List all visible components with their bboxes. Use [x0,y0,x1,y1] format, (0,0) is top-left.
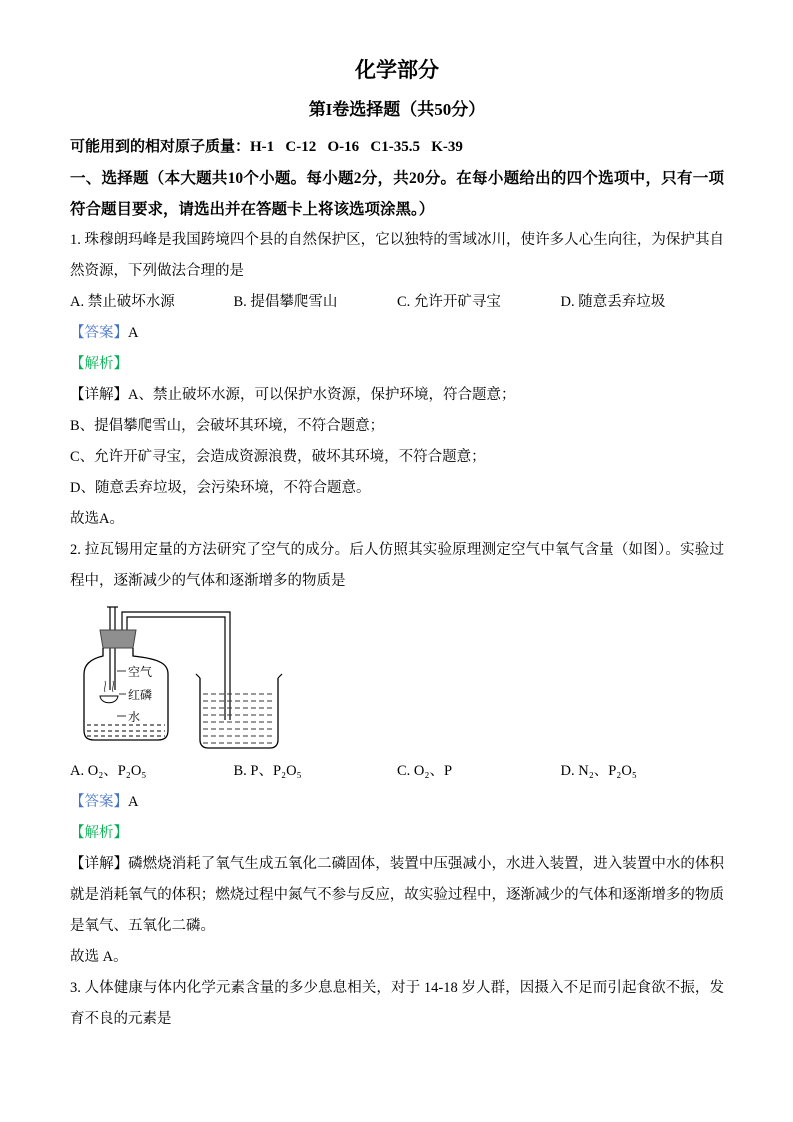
question-2 [70,535,724,973]
question-2-option-d: D. N₂、P₂O₅ [560,763,637,779]
question-2-stem: 2. 拉瓦锡用定量的方法研究了空气的成分。后人仿照其实验原理测定空气中氧气含量（如图）。实验过程中，逐渐减少的气体和逐渐增多的物质是 [70,542,724,589]
question-2-option-b: B. P、P₂O₅ [233,763,302,779]
question-1 [70,225,724,535]
analysis-label: 【解析】 [70,356,128,372]
question-1-stem: 1. 珠穆朗玛峰是我国跨境四个县的自然保护区，它以独特的雪域冰川，使许多人心生向往，为保护其自然资源，下列做法合理的是 [70,232,724,279]
question-2-options [70,756,724,787]
phosphorus-dish-icon [100,696,118,703]
question-1-option-c: C. 允许开矿寻宝 [397,294,501,310]
question-1-options [70,287,724,318]
flask-water [87,725,165,736]
question-1-explanation-line: C、允许开矿寻宝，会造成资源浪费，破坏其环境，不符合题意； [70,449,486,465]
question-2-conclusion: 故选 A。 [70,949,128,965]
diagram-label-air: 空气 [128,665,153,679]
answer-label: 【答案】 [70,794,128,810]
question-2-answer-line [70,787,724,818]
question-1-explanation-line: D、随意丢弃垃圾，会污染环境，不符合题意。 [70,480,371,496]
question-1-answer-line [70,318,724,349]
smoke-icon [104,681,113,692]
question-1-option-a: A. 禁止破坏水源 [70,294,175,310]
label-leaders [117,671,126,716]
section-title: 第I卷选择题（共50分） [308,100,486,119]
diagram-label-red-phosphorus: 红磷 [128,688,153,702]
question-1-explanation-line: B、提倡攀爬雪山，会破坏其环境，不符合题意； [70,418,385,434]
question-2-explanation: 【详解】磷燃烧消耗了氧气生成五氧化二磷固体，装置中压强减小，水进入装置，进入装置中水的体积就是消耗氧气的体积；燃烧过程中氮气不参与反应，故实验过程中，逐渐减少的气体和逐渐增多的物质是氧气、五氧化二磷。 [70,856,724,934]
question-2-analysis-line [70,818,724,849]
beaker-icon [200,678,278,748]
atomic-mass-note: 可能用到的相对原子质量：H-1 C-12 O-16 C1-35.5 K-39 [70,139,463,155]
diagram-label-water: 水 [128,710,141,724]
answer-label: 【答案】 [70,325,128,341]
question-3-stem: 3. 人体健康与体内化学元素含量的多少息息相关，对于 14-18 岁人群，因摄入不足而引起食欲不振，发育不良的元素是 [70,980,724,1027]
section-instructions: 一、选择题（本大题共10个小题。每小题2分，共20分。在每小题给出的四个选项中，只有一项符合题目要求，请选出并在答题卡上将该选项涂黑。） [70,170,724,218]
question-1-option-b: B. 提倡攀爬雪山 [233,294,338,310]
question-1-answer-value: A [128,325,139,341]
question-1-option-d: D. 随意丢弃垃圾 [560,294,666,310]
document-title: 化学部分 [355,58,439,82]
question-3 [70,973,724,1035]
stopper-icon [100,630,136,648]
apparatus-diagram [72,604,310,752]
question-2-option-a: A. O₂、P₂O₅ [70,763,147,779]
question-1-conclusion: 故选A。 [70,511,124,527]
beaker-spout [196,674,282,678]
question-1-analysis-line [70,349,724,380]
question-1-explanation-line: 【详解】A、禁止破坏水源，可以保护水资源，保护环境，符合题意； [70,387,516,403]
question-2-answer-value: A [128,794,139,810]
beaker-water [203,694,275,743]
question-2-option-c: C. O₂、P [397,763,453,779]
analysis-label: 【解析】 [70,825,128,841]
q2-apparatus-figure [72,604,724,752]
